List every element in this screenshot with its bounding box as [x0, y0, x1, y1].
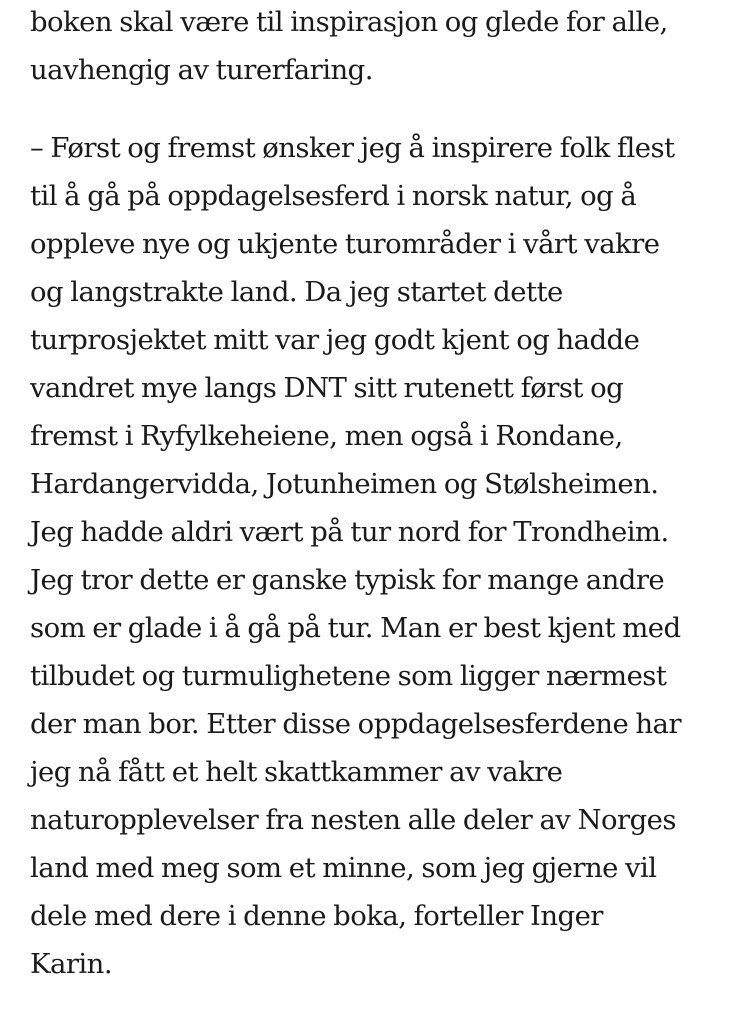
- text-line: vandret mye langs DNT sitt rutenett først og: [30, 372, 624, 404]
- text-line: tilbudet og turmulighetene som ligger nærmest: [30, 660, 667, 692]
- text-line: oppleve nye og ukjente turområder i vårt vakre: [30, 228, 660, 260]
- text-line: jeg nå fått et helt skattkammer av vakre: [30, 756, 563, 788]
- text-line: og langstrakte land. Da jeg startet dette: [30, 276, 563, 308]
- article-body: [30, 0, 742, 1018]
- text-line: til å gå på oppdagelsesferd i norsk natur, og å: [30, 180, 637, 212]
- text-line: – Først og fremst ønsker jeg å inspirere folk flest: [30, 132, 675, 164]
- text-line: som er glade i å gå på tur. Man er best kjent med: [30, 612, 681, 644]
- text-line: naturopplevelser fra nesten alle deler av Norges: [30, 804, 676, 836]
- text-line: Hardangervidda, Jotunheimen og Stølsheimen.: [30, 468, 659, 500]
- text-line: Karin.: [30, 948, 113, 980]
- text-line: boken skal være til inspirasjon og glede for alle,: [30, 6, 668, 38]
- text-line: uavhengig av turerfaring.: [30, 54, 373, 86]
- paragraph-intro: [30, 0, 742, 94]
- text-line: Jeg tror dette er ganske typisk for mange andre: [30, 564, 665, 596]
- text-line: fremst i Ryfylkeheiene, men også i Rondane,: [30, 420, 623, 452]
- text-line: der man bor. Etter disse oppdagelsesferdene har: [30, 708, 681, 740]
- text-line: dele med dere i denne boka, forteller Inger: [30, 900, 603, 932]
- text-line: Jeg hadde aldri vært på tur nord for Trondheim.: [30, 516, 669, 548]
- paragraph-quote: [30, 124, 742, 988]
- text-line: land med meg som et minne, som jeg gjerne vil: [30, 852, 657, 884]
- text-line: turprosjektet mitt var jeg godt kjent og hadde: [30, 324, 640, 356]
